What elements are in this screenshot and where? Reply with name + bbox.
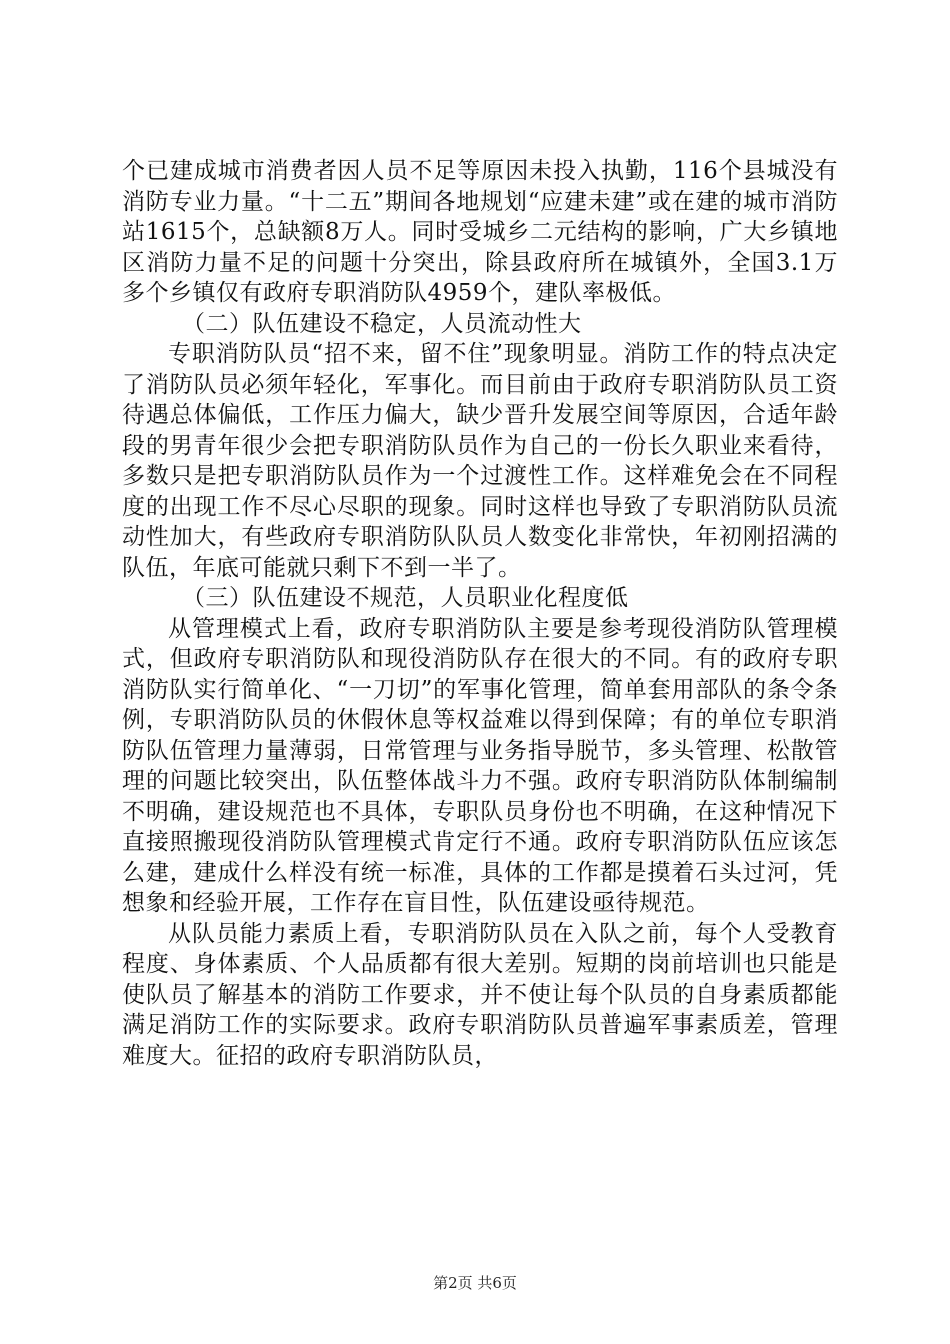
section-heading-3: （三）队伍建设不规范，人员职业化程度低 <box>182 585 629 611</box>
document-body <box>122 156 838 1071</box>
paragraph-body: 专职消防队员“招不来，留不住”现象明显。消防工作的特点决定了消防队员必须年轻化，军事化。而目前由于政府专职消防队员工资待遇总体偏低，工作压力偏大，缺少晋升发展空间等原因，合适年龄段的男青年很少会把专职消防队员作为自己的一份长久职业来看待，多数只是把专职消防队员作为一个过渡性工作。这样难免会在不同程度的出现工作不尽心尽职的现象。同时这样也导致了专职消防队员流动性加大，有些政府专职消防队队员人数变化非常快，年初刚招满的队伍，年底可能就只剩下不到一半了。 <box>122 341 838 581</box>
paragraph-body: 从管理模式上看，政府专职消防队主要是参考现役消防队管理模式，但政府专职消防队和现役消防队存在很大的不同。有的政府专职消防队实行简单化、“一刀切”的军事化管理，简单套用部队的条令条例，专职消防队员的休假休息等权益难以得到保障；有的单位专职消防队伍管理力量薄弱，日常管理与业务指导脱节，多头管理、松散管理的问题比较突出，队伍整体战斗力不强。政府专职消防队体制编制不明确，建设规范也不具体，专职队员身份也不明确，在这种情况下直接照搬现役消防队管理模式肯定行不通。政府专职消防队伍应该怎么建，建成什么样没有统一标准，具体的工作都是摸着石头过河，凭想象和经验开展，工作存在盲目性，队伍建设亟待规范。 <box>122 615 838 916</box>
paragraph-continuation: 个已建成城市消费者因人员不足等原因未投入执勤，116个县城没有消防专业力量。“十二五”期间各地规划“应建未建”或在建的城市消防站1615个，总缺额8万人。同时受城乡二元结构的影响，广大乡镇地区消防力量不足的问题十分突出，除县政府所在城镇外，全国3.1万多个乡镇仅有政府专职消防队4959个，建队率极低。 <box>122 158 838 306</box>
section-heading-2: （二）队伍建设不稳定，人员流动性大 <box>182 310 582 337</box>
paragraph-body: 从队员能力素质上看，专职消防队员在入队之前，每个人受教育程度、身体素质、个人品质都有很大差别。短期的岗前培训也只能是使队员了解基本的消防工作要求，并不使让每个队员的自身素质都能满足消防工作的实际要求。政府专职消防队员普遍军事素质差，管理难度大。征招的政府专职消防队员， <box>122 920 838 1069</box>
page-footer: 第2页 共6页 <box>433 1274 517 1292</box>
